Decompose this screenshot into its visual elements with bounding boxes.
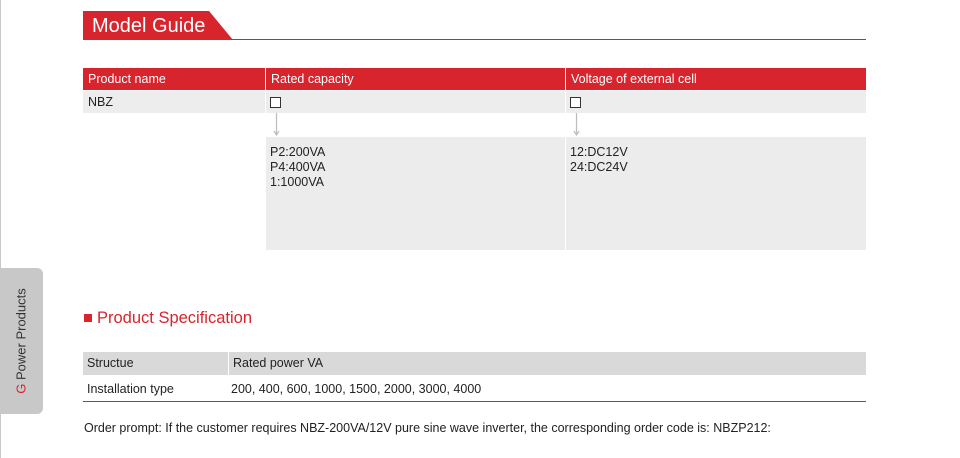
option-item: P4:400VA [270, 160, 326, 174]
option-item: P2:200VA [270, 145, 326, 159]
side-tab-letter: G [13, 383, 29, 394]
rated-capacity-options [266, 137, 565, 250]
rated-capacity-placeholder-box [270, 97, 281, 108]
title-rule [83, 39, 866, 40]
section-title: Product Specification [97, 309, 253, 327]
voltage-cell [566, 91, 866, 113]
spec-header-rated-power: Rated power VA [229, 352, 866, 375]
spec-rule [83, 401, 866, 402]
page-title: Model Guide [92, 15, 206, 37]
spec-row-label: Installation type [87, 382, 174, 396]
option-item: 12:DC12V [570, 145, 628, 159]
col-header-voltage: Voltage of external cell [566, 68, 866, 90]
spec-header-structure: Structue [83, 352, 228, 375]
order-prompt: Order prompt: If the customer requires NBZ-200VA/12V pure sine wave inverter, the corresponding order code is: NBZP212: [84, 421, 771, 435]
option-item: 24:DC24V [570, 160, 628, 174]
section-bullet-icon [84, 314, 92, 322]
side-tab-label [14, 288, 29, 394]
rated-capacity-cell [266, 91, 565, 113]
voltage-options [566, 137, 866, 250]
product-name-cell: NBZ [83, 91, 265, 113]
side-tab-text: Power Products [13, 288, 29, 381]
spec-row-values: 200, 400, 600, 1000, 1500, 2000, 3000, 4000 [231, 382, 482, 396]
voltage-placeholder-box [570, 97, 581, 108]
arrow-down-icon [272, 113, 281, 137]
arrow-down-icon [572, 113, 581, 137]
col-header-product-name: Product name [83, 68, 265, 90]
col-header-rated-capacity: Rated capacity [266, 68, 565, 90]
option-item: 1:1000VA [270, 175, 324, 189]
